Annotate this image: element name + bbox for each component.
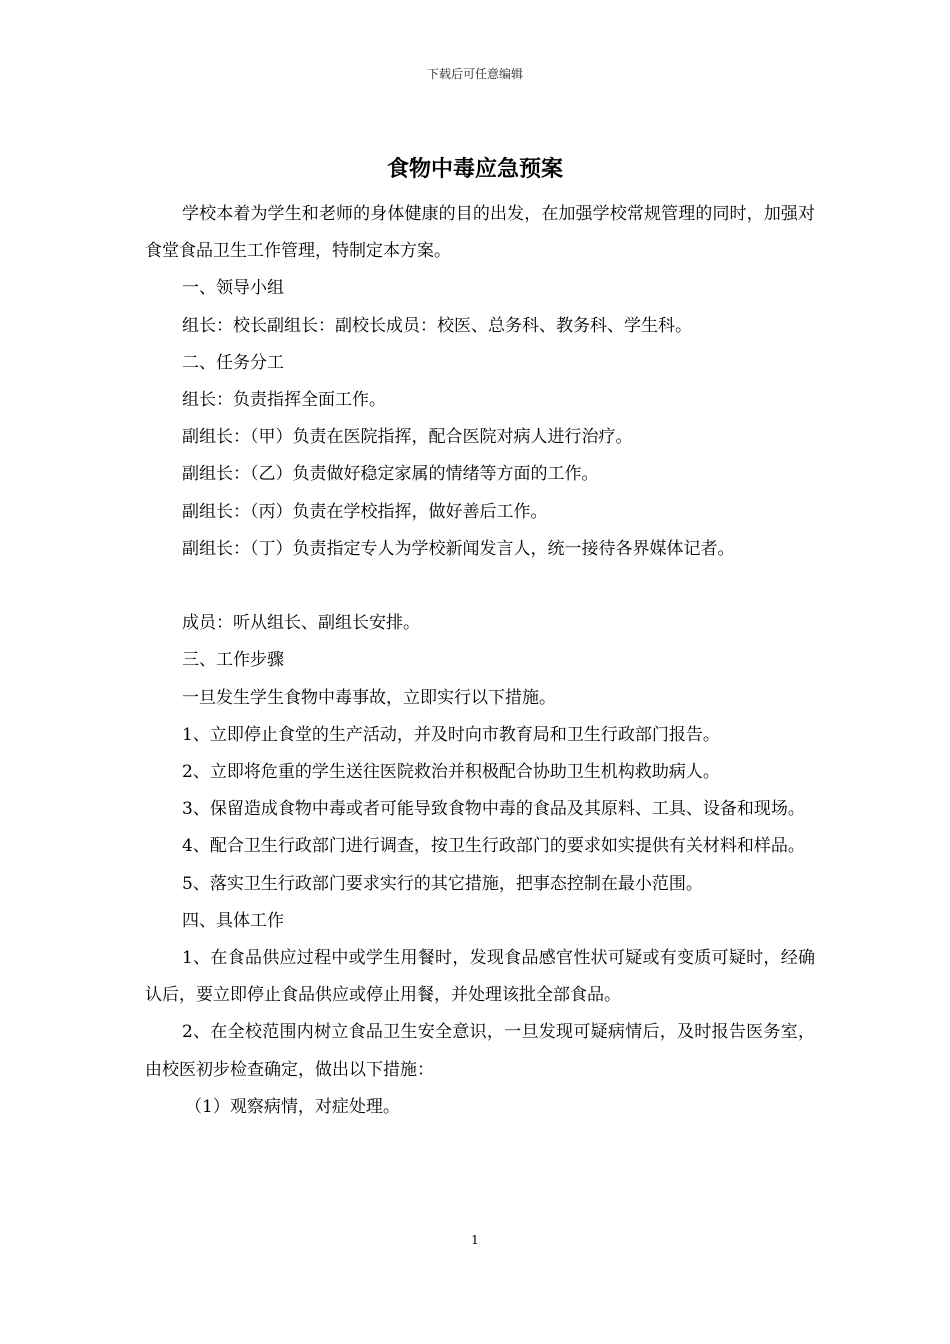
- paragraph-work: 1、在食品供应过程中或学生用餐时，发现食品感官性状可疑或有变质可疑时，经确认后，要立即停止食品供应或停止用餐，并处理该批全部食品。: [145, 948, 815, 1006]
- paragraph-members: 组长：校长副组长：副校长成员：校医、总务科、教务科、学生科。: [182, 315, 692, 336]
- paragraph-task: 副组长：（丙）负责在学校指挥，做好善后工作。: [182, 501, 548, 522]
- paragraph-step: 3、保留造成食物中毒或者可能导致食物中毒的食品及其原料、工具、设备和现场。: [182, 799, 805, 820]
- section-heading-specific-work: 四、具体工作: [182, 910, 284, 931]
- paragraph-task: 成员：听从组长、副组长安排。: [182, 613, 420, 634]
- section-heading-steps: 三、工作步骤: [182, 650, 284, 671]
- paragraph-task: 副组长：（丁）负责指定专人为学校新闻发言人，统一接待各界媒体记者。: [182, 538, 735, 559]
- section-heading-leadership: 一、领导小组: [182, 278, 284, 299]
- paragraph-step: 1、立即停止食堂的生产活动，并及时向市教育局和卫生行政部门报告。: [182, 724, 720, 745]
- paragraph-task: 组长：负责指挥全面工作。: [182, 390, 386, 411]
- page-number: 1: [471, 1233, 479, 1247]
- paragraph-task: 副组长：（甲）负责在医院指挥，配合医院对病人进行治疗。: [182, 427, 633, 448]
- paragraph-intro: 学校本着为学生和老师的身体健康的目的出发，在加强学校常规管理的同时，加强对食堂食品卫生工作管理，特制定本方案。: [145, 204, 815, 262]
- paragraph-work: 2、在全校范围内树立食品卫生安全意识，一旦发现可疑病情后，及时报告医务室，由校医初步检查确定，做出以下措施：: [145, 1022, 815, 1080]
- blank-line: [145, 568, 815, 605]
- page-header: 下载后可任意编辑: [426, 67, 523, 81]
- section-heading-tasks: 二、任务分工: [182, 352, 284, 373]
- document-title: 食物中毒应急预案: [386, 156, 563, 182]
- paragraph-step: 2、立即将危重的学生送往医院救治并积极配合协助卫生机构救助病人。: [182, 762, 720, 783]
- document-body: [145, 196, 815, 1126]
- paragraph-task: 副组长：（乙）负责做好稳定家属的情绪等方面的工作。: [182, 464, 599, 485]
- paragraph-step: 一旦发生学生食物中毒事故，立即实行以下措施。: [182, 687, 556, 708]
- paragraph-work-item: （1）观察病情，对症处理。: [185, 1096, 400, 1117]
- paragraph-step: 4、配合卫生行政部门进行调查，按卫生行政部门的要求如实提供有关材料和样品。: [182, 836, 805, 857]
- paragraph-step: 5、落实卫生行政部门要求实行的其它措施，把事态控制在最小范围。: [182, 873, 703, 894]
